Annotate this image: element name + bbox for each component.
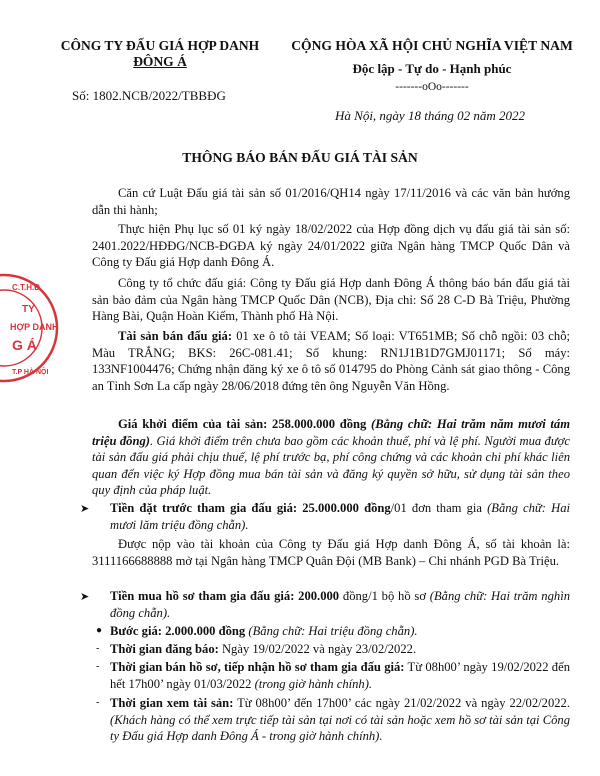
paragraph-payment bbox=[92, 536, 570, 569]
start-price-words: (Bằng chữ: Hai trăm năm mươi tám triệu đồng) bbox=[92, 417, 571, 448]
bullet-icon: - bbox=[96, 697, 100, 708]
sale-note: (trong giờ hành chính). bbox=[251, 676, 373, 691]
document-title: THÔNG BÁO BÁN ĐẤU GIÁ TÀI SẢN bbox=[182, 150, 418, 165]
motto-separator: -------oOo------- bbox=[395, 81, 469, 93]
sale-label: Thời gian bán hồ sơ, tiếp nhận hồ sơ tham gia đấu giá: bbox=[110, 660, 405, 674]
paragraph-asset bbox=[92, 328, 570, 394]
stamp-line2: HỢP DANH bbox=[10, 322, 59, 332]
company-name-line1: CÔNG TY ĐẤU GIÁ HỢP DANH bbox=[60, 38, 260, 53]
paragraph-legal-basis bbox=[92, 185, 570, 218]
deposit-text: /01 đơn tham gia bbox=[390, 501, 482, 515]
asset-text: 01 xe ô tô tải VEAM; Số loại: VT651MB; Số chỗ ngồi: 03 chỗ; Màu TRẮNG; BKS: 26C-081.41; Số khung: RN1J1B1D7GMJ01171; Số máy: 133NF1004476; Chứng nhận đăng ký xe ô tô số 014795 do Phòng Cảnh sát giao thông - Công an Tỉnh Sơn La cấp ngày 28/06/2018 đứng tên ông Nguyễn Văn Hồng. bbox=[92, 329, 570, 393]
bullet-icon: - bbox=[96, 661, 100, 672]
stamp-text-top: C.T.H.Đ bbox=[12, 283, 40, 292]
motto: Độc lập - Tự do - Hạnh phúc bbox=[352, 61, 512, 76]
nation-title: CỘNG HÒA XÃ HỘI CHỦ NGHĨA VIỆT NAM bbox=[291, 38, 573, 53]
file-fee-text: đồng/1 bộ hồ sơ bbox=[339, 589, 426, 603]
paragraph-contract bbox=[92, 221, 570, 271]
sale-text: Từ 08h00’ ngày 19/02/2022 đến hết 17h00’ ngày 01/03/2022 bbox=[110, 660, 570, 691]
organizer-text: Công ty tổ chức đấu giá: Công ty Đấu giá Hợp danh Đông Á thông báo bán đấu giá tài sản bảo đảm của Ngân hàng TMCP Quốc Dân (NCB), Địa chỉ: Số 28 C-D Bà Triệu, Phường Hàng Bài, Quận Hoàn Kiếm, Thành phố Hà Nội. bbox=[92, 276, 570, 323]
company-stamp bbox=[0, 272, 60, 384]
company-name bbox=[40, 38, 280, 70]
asset-label: Tài sản bán đấu giá: bbox=[118, 329, 233, 343]
paragraph-deposit bbox=[110, 500, 570, 533]
step-label: Bước giá: 2.000.000 đồng bbox=[110, 624, 246, 638]
paragraph-step bbox=[110, 623, 570, 640]
paragraph-organizer bbox=[92, 275, 570, 325]
payment-text: Được nộp vào tài khoản của Công ty Đấu giá Hợp danh Đông Á, số tài khoản là: 3111166688888 mở tại Ngân hàng TMCP Quân Đội (MB Bank) – Chi nhánh PGD Bà Triệu. bbox=[92, 537, 570, 568]
notice-text: Ngày 19/02/2022 và ngày 23/02/2022. bbox=[218, 642, 417, 656]
legal-basis-text: Căn cứ Luật Đấu giá tài sản số 01/2016/QH14 ngày 17/11/2016 và các văn bản hướng dẫn thi hành; bbox=[92, 186, 570, 217]
bullet-icon: ● bbox=[96, 625, 103, 636]
step-words: (Bằng chữ: Hai triệu đồng chẵn). bbox=[245, 624, 418, 638]
bullet-icon: - bbox=[96, 643, 100, 654]
paragraph-start-price bbox=[92, 416, 570, 499]
company-name-line2: ĐÔNG Á bbox=[133, 54, 187, 69]
paragraph-sale bbox=[110, 659, 570, 692]
view-note: (Khách hàng có thể xem trực tiếp tài sản tại nơi có tài sản hoặc xem hồ sơ tài sản tại Công ty Đấu giá Hợp danh Đông Á - trong giờ hành chính). bbox=[110, 712, 570, 743]
date-place: Hà Nội, ngày 18 tháng 02 năm 2022 bbox=[335, 108, 525, 123]
paragraph-view bbox=[110, 695, 570, 745]
start-price-note: . Giá khởi điểm trên chưa bao gồm các khoản thuế, phí và lệ phí. Người mua được tài sản đấu giá phải chịu thuế, lệ phí trước bạ, phí công chứng và các khoản chi phí khác liên quan đến việc ký Hợp đồng mua bán tài sản và đăng ký quyền sở hữu, sử dụng tài sản theo quy định của pháp luật. bbox=[92, 433, 570, 497]
arrow-bullet-icon: ➤ bbox=[80, 503, 90, 515]
arrow-bullet-icon: ➤ bbox=[80, 591, 90, 603]
paragraph-notice bbox=[110, 641, 570, 658]
deposit-words: (Bằng chữ: Hai mươi lăm triệu đồng chẵn). bbox=[110, 501, 570, 532]
stamp-line3: G Á bbox=[12, 337, 37, 353]
stamp-line1: TY bbox=[22, 304, 35, 315]
contract-text: Thực hiện Phụ lục số 01 ký ngày 18/02/2022 của Hợp đồng dịch vụ đấu giá tài sản số: 2401.2022/HĐĐG/NCB-ĐGĐA ký ngày 24/01/2022 giữa Ngân hàng TMCP Quốc Dân và Công ty Đấu giá Hợp danh Đông Á. bbox=[92, 222, 570, 269]
document-number: Số: 1802.NCB/2022/TBBĐG bbox=[72, 88, 226, 103]
notice-label: Thời gian đăng báo: bbox=[110, 642, 219, 656]
stamp-text-bottom: T.P HÀ NỘI bbox=[12, 369, 49, 376]
file-fee-words: (Bằng chữ: Hai trăm nghìn đồng chẵn). bbox=[110, 589, 570, 620]
start-price-label: Giá khởi điểm của tài sản: 258.000.000 đồng bbox=[118, 417, 367, 431]
paragraph-file-fee bbox=[110, 588, 570, 621]
view-text: Từ 08h00’ đến 17h00’ các ngày 21/02/2022 và ngày 22/02/2022. bbox=[233, 696, 570, 710]
view-label: Thời gian xem tài sản: bbox=[110, 696, 234, 710]
file-fee-label: Tiền mua hồ sơ tham gia đấu giá: 200.000 bbox=[110, 589, 340, 603]
deposit-label: Tiền đặt trước tham gia đấu giá: 25.000.000 đồng bbox=[110, 501, 391, 515]
